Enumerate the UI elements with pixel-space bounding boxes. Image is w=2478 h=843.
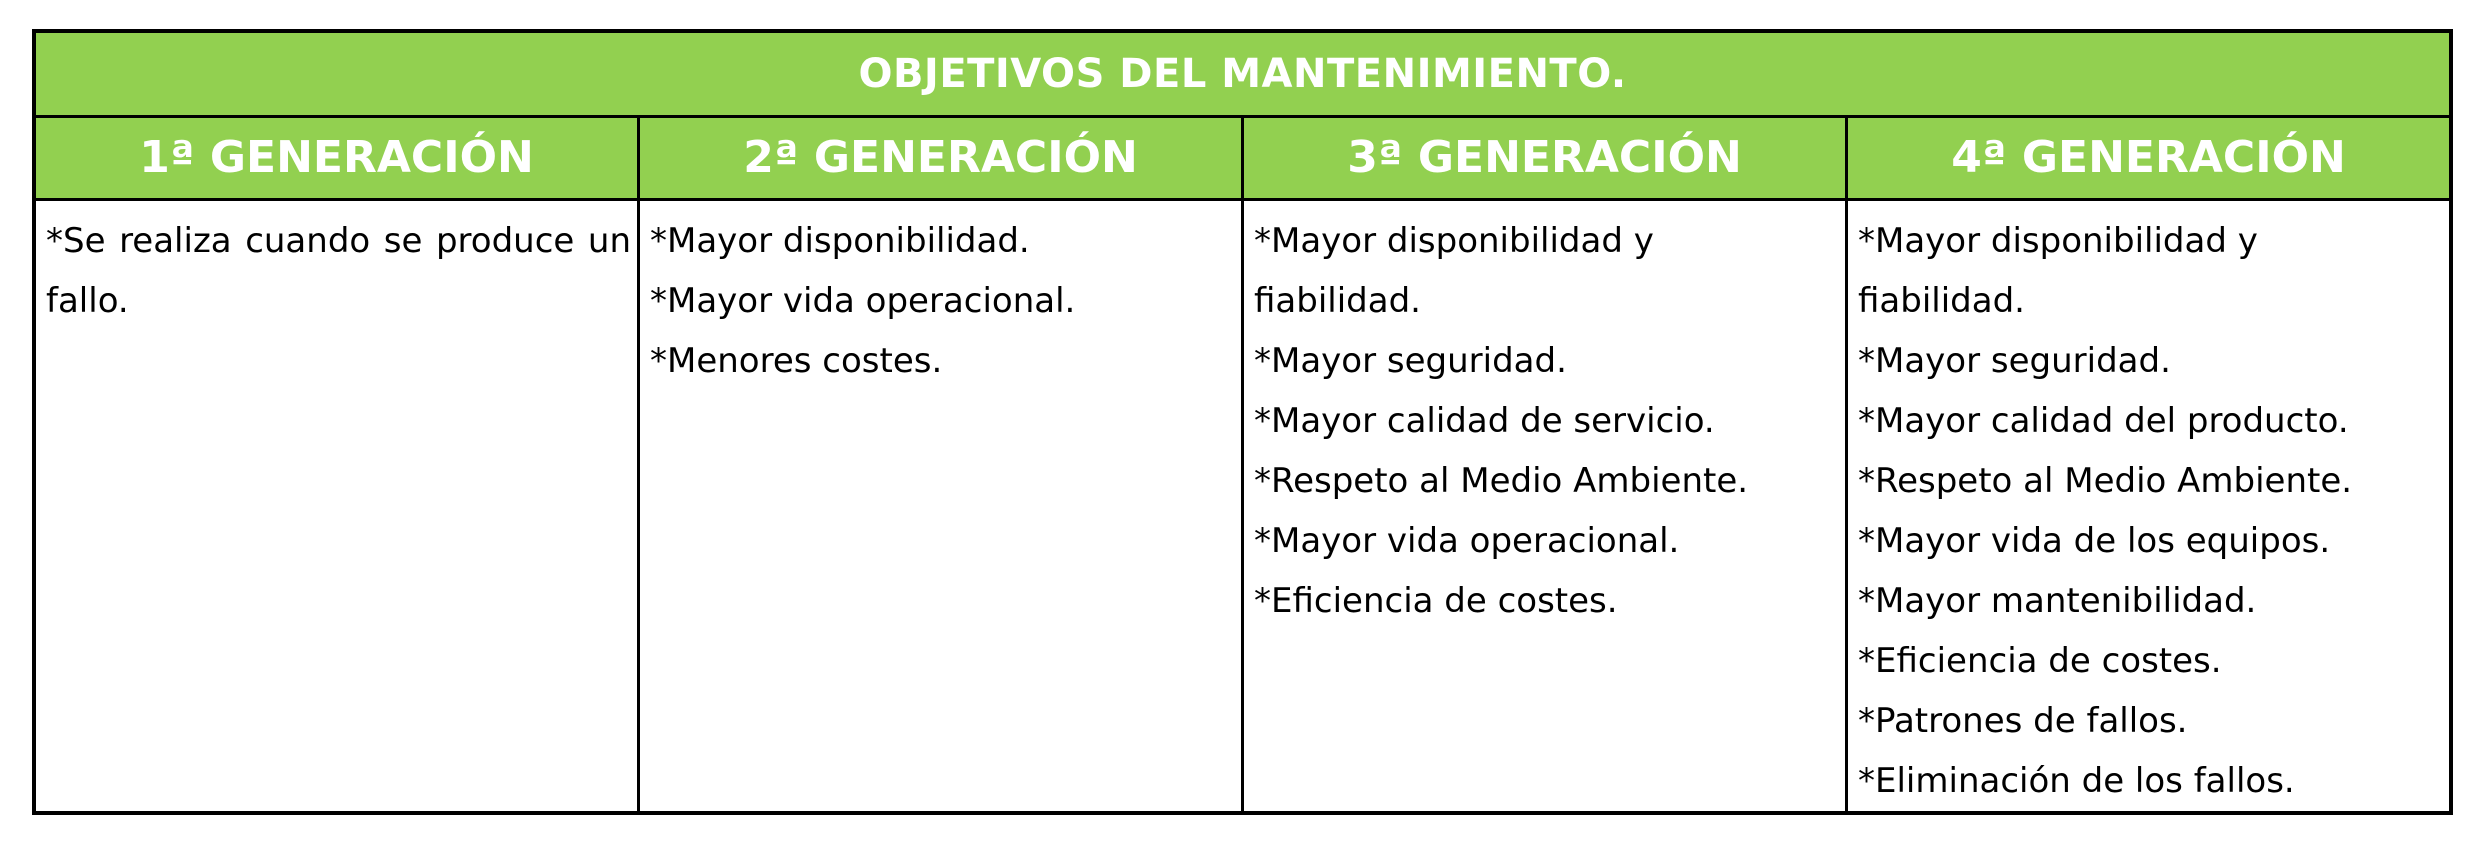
- list-item: *Mayor seguridad.: [1254, 341, 1567, 381]
- list-item: fiabilidad.: [1254, 281, 1421, 321]
- table-title: OBJETIVOS DEL MANTENIMIENTO.: [36, 33, 2449, 118]
- body-row: [36, 201, 2449, 811]
- list-item: *Respeto al Medio Ambiente.: [1858, 461, 2353, 501]
- cell-generation-2: [640, 201, 1244, 811]
- header-generation-4: 4ª GENERACIÓN: [1951, 132, 2346, 184]
- cell-generation-4: [1848, 201, 2449, 811]
- list-item: *Menores costes.: [650, 341, 943, 381]
- list-item: *Mayor calidad del producto.: [1858, 401, 2349, 441]
- list-item: *Mayor vida de los equipos.: [1858, 521, 2331, 561]
- list-item: *Eficiencia de costes.: [1858, 641, 2222, 681]
- list-item: *Eficiencia de costes.: [1254, 581, 1618, 621]
- list-item: *Mayor calidad de servicio.: [1254, 401, 1715, 441]
- header-row: [36, 118, 2449, 201]
- header-generation-2: 2ª GENERACIÓN: [640, 118, 1244, 198]
- cell-generation-3: [1244, 201, 1848, 811]
- list-item: *Mayor disponibilidad.: [650, 221, 1030, 261]
- header-generation-3: 3ª GENERACIÓN: [1244, 118, 1848, 198]
- list-item: *Mayor mantenibilidad.: [1858, 581, 2257, 621]
- objectives-table: [32, 29, 2453, 815]
- header-generation-1: 1ª GENERACIÓN: [36, 118, 640, 198]
- list-item: *Eliminación de los fallos.: [1858, 761, 2295, 801]
- list-item: *Respeto al Medio Ambiente.: [1254, 461, 1749, 501]
- list-item: *Mayor disponibilidad y: [1254, 221, 1654, 261]
- list-item: *Patrones de fallos.: [1858, 701, 2188, 741]
- list-item: *Mayor seguridad.: [1858, 341, 2171, 381]
- list-item: *Mayor vida operacional.: [650, 281, 1076, 321]
- list-item: *Mayor disponibilidad y: [1858, 221, 2258, 261]
- list-item: fiabilidad.: [1858, 281, 2025, 321]
- cell-generation-1: *Se realiza cuando se produce un fallo.: [36, 201, 640, 811]
- list-item: *Mayor vida operacional.: [1254, 521, 1680, 561]
